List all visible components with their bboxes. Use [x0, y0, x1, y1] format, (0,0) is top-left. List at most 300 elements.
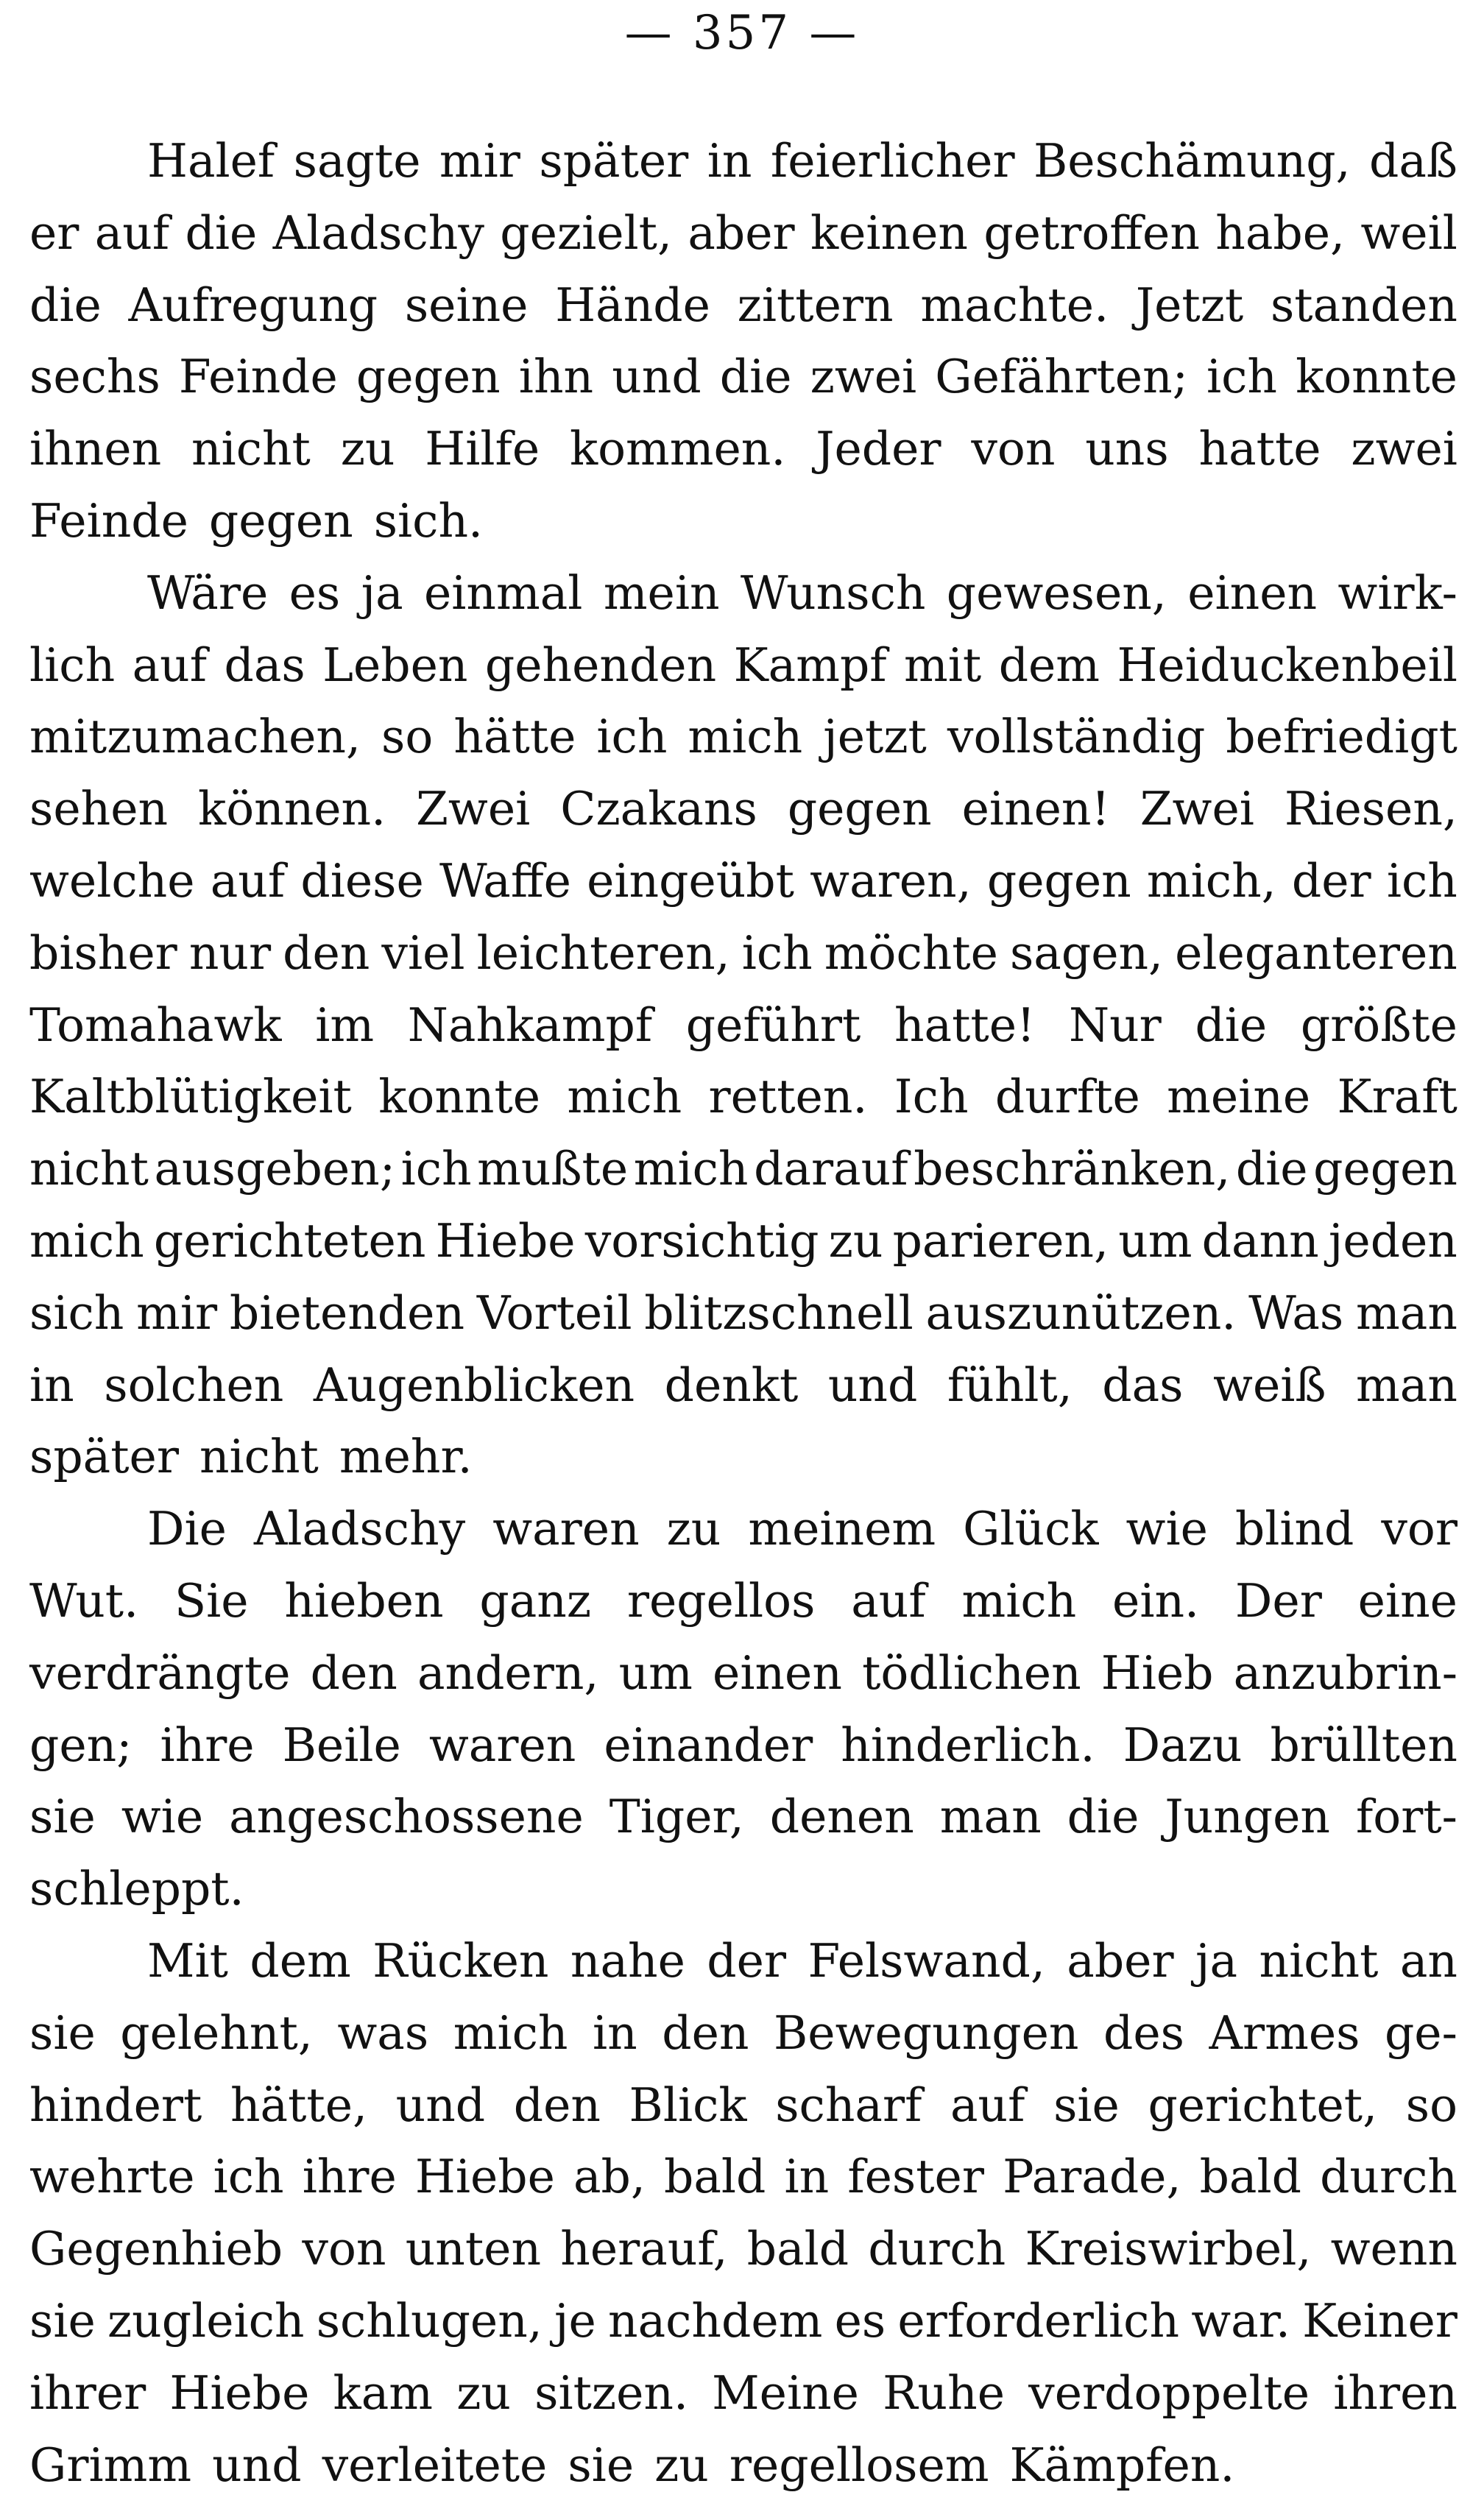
word: auf — [94, 205, 170, 260]
word: die — [1235, 1142, 1308, 1196]
word: gewesen, — [946, 565, 1167, 620]
word: scharf — [775, 2078, 922, 2132]
word: ihnen — [29, 422, 162, 476]
word: andern, — [417, 1645, 599, 1700]
word: denen — [769, 1790, 914, 1844]
paragraph — [29, 1925, 1458, 2501]
word: Glück — [963, 1502, 1099, 1556]
word: Aladschy — [253, 1502, 466, 1556]
text-line — [29, 1205, 1458, 1277]
word: der — [1291, 853, 1371, 908]
word: Kraft — [1337, 1070, 1458, 1124]
word: ihre — [302, 2150, 397, 2204]
word: bisher — [29, 925, 177, 980]
word: regellos — [626, 1573, 816, 1628]
text-line — [29, 1997, 1458, 2069]
word: nahe — [570, 1933, 685, 1988]
word: auf — [851, 1573, 926, 1628]
word: regellosem — [729, 2438, 989, 2492]
word: Der — [1234, 1573, 1322, 1628]
word: aber — [688, 205, 795, 260]
word: Kreiswirbel, — [1025, 2222, 1312, 2276]
word: verleitete — [322, 2438, 548, 2492]
word: gezielt, — [500, 205, 672, 260]
word: das — [1102, 1358, 1184, 1412]
word: mich, — [1146, 853, 1276, 908]
word: kommen. — [569, 422, 786, 476]
text-line — [29, 341, 1458, 413]
word: ich — [596, 710, 668, 764]
word: Bewegungen — [774, 2005, 1079, 2060]
word: daß — [1369, 134, 1458, 188]
text-line — [29, 989, 1458, 1062]
word: Mit — [147, 1933, 228, 1988]
word: fühlt, — [947, 1358, 1073, 1412]
word: nachdem — [608, 2293, 823, 2348]
word: Tomahawk — [29, 998, 282, 1052]
word: zugleich — [107, 2293, 305, 2348]
text-line — [29, 1277, 1458, 1349]
word: Zwei — [416, 782, 531, 836]
word: zwei — [1351, 422, 1458, 476]
page-number: — 357 — — [624, 6, 860, 60]
word: zwei — [810, 350, 917, 404]
word: dem — [998, 638, 1100, 692]
word: verdoppelte — [1028, 2365, 1310, 2420]
word: Gegenhieb — [29, 2222, 283, 2276]
word: Ich — [894, 1070, 969, 1124]
word: Dazu — [1123, 1718, 1243, 1772]
word: gelehnt, — [120, 2005, 313, 2060]
word: und — [212, 2438, 302, 2492]
text-line — [29, 1709, 1458, 1782]
text-line — [29, 629, 1458, 702]
word: Tiger, — [609, 1790, 744, 1844]
text-line — [29, 1925, 1458, 1997]
text-line — [29, 773, 1458, 845]
word: Hände — [555, 278, 710, 332]
word: in — [29, 1358, 74, 1412]
word: mich — [633, 1142, 749, 1196]
word: eingeübt — [587, 853, 794, 908]
word: Jetzt — [1135, 278, 1244, 332]
word: fester — [847, 2150, 984, 2204]
word: hinderlich. — [841, 1718, 1095, 1772]
word: hindert — [29, 2078, 202, 2132]
word: sie — [29, 2293, 96, 2348]
text-line — [29, 845, 1458, 917]
word: wie — [1126, 1502, 1208, 1556]
word: bald — [1199, 2150, 1301, 2204]
word: hieben — [284, 1573, 444, 1628]
word: ab, — [573, 2150, 646, 2204]
word: später — [29, 1430, 179, 1484]
text-line — [29, 1061, 1458, 1133]
word: zu — [666, 1502, 721, 1556]
text-line — [29, 2069, 1458, 2142]
word: mehr. — [339, 1430, 473, 1484]
word: unten — [405, 2222, 542, 2276]
word: nicht — [199, 1430, 319, 1484]
word: in — [593, 2005, 637, 2060]
word: man — [1356, 1285, 1458, 1340]
word: den — [662, 2005, 749, 2060]
word: Nahkampf — [407, 998, 653, 1052]
word: war. — [1191, 2293, 1290, 2348]
word: hatte! — [894, 998, 1036, 1052]
text-line — [29, 2285, 1458, 2357]
word: gegen — [356, 350, 501, 404]
paragraph — [29, 125, 1458, 557]
text-line — [29, 1133, 1458, 1205]
word: möchte — [824, 925, 998, 980]
word: von — [971, 422, 1056, 476]
word: getroffen — [983, 205, 1200, 260]
word: sich — [29, 1285, 124, 1340]
word: seine — [404, 278, 529, 332]
word: einander — [604, 1718, 813, 1772]
word: weil — [1360, 205, 1458, 260]
word: ihre — [160, 1718, 255, 1772]
text-line — [29, 1637, 1458, 1709]
word: zu — [654, 2438, 709, 2492]
word: die — [185, 205, 258, 260]
word: gegen — [208, 493, 353, 548]
word: ihren — [1333, 2365, 1458, 2420]
word: Hiebe — [169, 2365, 310, 2420]
word: herauf, — [560, 2222, 728, 2276]
word: eleganteren — [1175, 925, 1458, 980]
word: Parade, — [1003, 2150, 1181, 2204]
word: auf — [950, 2078, 1025, 2132]
word: solchen — [104, 1358, 284, 1412]
word: ausgeben; — [154, 1142, 395, 1196]
word: so — [1405, 2078, 1458, 2132]
word: schlugen, — [316, 2293, 543, 2348]
word: Vorteil — [476, 1285, 632, 1340]
word: sitzen. — [534, 2365, 688, 2420]
word: wie — [121, 1790, 204, 1844]
word: zittern — [737, 278, 894, 332]
body-text — [29, 125, 1458, 2501]
word: Czakans — [560, 782, 757, 836]
word: den — [283, 925, 370, 980]
word: konnte — [1296, 350, 1458, 404]
text-line — [29, 485, 1458, 557]
word: der — [707, 1933, 787, 1988]
word: Kämpfen. — [1009, 2438, 1235, 2492]
word: hatte — [1198, 422, 1321, 476]
word: Hiebe — [414, 2150, 555, 2204]
word: parieren, — [892, 1213, 1109, 1268]
text-line — [29, 1493, 1458, 1565]
word: konnte — [378, 1070, 541, 1124]
word: viel — [381, 925, 465, 980]
word: ja — [361, 565, 403, 620]
word: diese — [300, 853, 424, 908]
word: ihn — [518, 350, 594, 404]
word: können. — [198, 782, 386, 836]
word: beschränken, — [914, 1142, 1231, 1196]
word: um — [618, 1645, 693, 1700]
word: Blick — [629, 2078, 747, 2132]
word: jeden — [1328, 1213, 1458, 1268]
word: zu — [340, 422, 395, 476]
word: mich — [29, 1213, 144, 1268]
word: zu — [828, 1213, 883, 1268]
word: ich — [1386, 853, 1458, 908]
word: fort- — [1355, 1790, 1458, 1844]
word: durch — [1320, 2150, 1458, 2204]
word: die — [719, 350, 792, 404]
word: gegen — [986, 853, 1131, 908]
word: mich — [688, 710, 803, 764]
word: Kaltblütigkeit — [29, 1070, 352, 1124]
word: mich — [961, 1573, 1077, 1628]
word: nicht — [29, 1142, 149, 1196]
word: Leben — [322, 638, 468, 692]
word: und — [827, 1358, 918, 1412]
text-line — [29, 1781, 1458, 1853]
word: tödlichen — [862, 1645, 1081, 1700]
word: Waffe — [439, 853, 571, 908]
word: größte — [1300, 998, 1458, 1052]
word: bald — [746, 2222, 849, 2276]
word: schleppt. — [29, 1862, 244, 1916]
word: er — [29, 205, 80, 260]
word: hätte — [453, 710, 576, 764]
word: kam — [333, 2365, 434, 2420]
word: man — [939, 1790, 1042, 1844]
word: des — [1103, 2005, 1184, 2060]
word: sie — [29, 2005, 96, 2060]
word: Beschämung, — [1034, 134, 1351, 188]
word: Rücken — [372, 1933, 549, 1988]
word: Was — [1248, 1285, 1344, 1340]
word: durch — [868, 2222, 1006, 2276]
word: Ruhe — [883, 2365, 1005, 2420]
word: blitzschnell — [644, 1285, 914, 1340]
word: es — [834, 2293, 886, 2348]
word: einen — [1187, 565, 1318, 620]
word: nicht — [1259, 1933, 1379, 1988]
word: sie — [568, 2438, 635, 2492]
word: ihrer — [29, 2365, 146, 2420]
text-line — [29, 2213, 1458, 2285]
word: Jeder — [816, 422, 941, 476]
word: einen — [713, 1645, 842, 1700]
word: brüllten — [1270, 1718, 1458, 1772]
text-line — [29, 1853, 1458, 1925]
word: und — [612, 350, 702, 404]
word: denkt — [664, 1358, 799, 1412]
word: Feinde — [29, 493, 188, 548]
word: später — [539, 134, 689, 188]
word: ge- — [1384, 2005, 1458, 2060]
word: in — [784, 2150, 830, 2204]
word: und — [395, 2078, 486, 2132]
word: Armes — [1209, 2005, 1360, 2060]
word: vor — [1381, 1502, 1458, 1556]
word: standen — [1270, 278, 1458, 332]
word: Wut. — [29, 1573, 139, 1628]
word: wenn — [1330, 2222, 1458, 2276]
word: durfte — [994, 1070, 1140, 1124]
word: wirk- — [1338, 565, 1458, 620]
word: ich — [1206, 350, 1277, 404]
word: mir — [136, 1285, 218, 1340]
word: Zwei — [1140, 782, 1254, 836]
word: Aladschy — [272, 205, 484, 260]
word: sehen — [29, 782, 169, 836]
word: sagen, — [1009, 925, 1164, 980]
word: mit — [904, 638, 982, 692]
word: auszunützen. — [925, 1285, 1237, 1340]
word: in — [707, 134, 752, 188]
word: keinen — [810, 205, 968, 260]
word: meine — [1167, 1070, 1311, 1124]
word: weiß — [1213, 1358, 1326, 1412]
paragraph — [29, 557, 1458, 1493]
word: auf — [210, 853, 286, 908]
word: anzubrin- — [1233, 1645, 1458, 1700]
word: Grimm — [29, 2438, 192, 2492]
word: befriedigt — [1226, 710, 1458, 764]
word: Nur — [1068, 998, 1162, 1052]
word: retten. — [708, 1070, 868, 1124]
text-line — [29, 1421, 1458, 1493]
word: Jungen — [1165, 1790, 1330, 1844]
word: machte. — [920, 278, 1109, 332]
word: nur — [188, 925, 272, 980]
word: mir — [439, 134, 520, 188]
word: von — [302, 2222, 386, 2276]
word: gerichteten — [153, 1213, 426, 1268]
word: gerichtet, — [1148, 2078, 1378, 2132]
text-line — [29, 1565, 1458, 1637]
word: nicht — [191, 422, 311, 476]
text-line — [29, 2429, 1458, 2502]
word: Die — [147, 1502, 227, 1556]
word: Hilfe — [425, 422, 540, 476]
word: den — [513, 2078, 601, 2132]
word: Meine — [712, 2365, 859, 2420]
word: Sie — [174, 1573, 249, 1628]
word: einen! — [961, 782, 1110, 836]
text-line — [29, 125, 1458, 197]
word: darauf — [754, 1142, 908, 1196]
text-line — [29, 2357, 1458, 2429]
word: die — [1195, 998, 1268, 1052]
word: sie — [1053, 2078, 1120, 2132]
text-line — [29, 2141, 1458, 2213]
word: je — [554, 2293, 596, 2348]
word: verdrängte — [29, 1645, 291, 1700]
text-line — [29, 1349, 1458, 1422]
word: angeschossene — [229, 1790, 584, 1844]
text-line — [29, 557, 1458, 629]
word: man — [1356, 1358, 1458, 1412]
word: bald — [664, 2150, 766, 2204]
word: zu — [456, 2365, 511, 2420]
word: den — [310, 1645, 398, 1700]
word: was — [337, 2005, 429, 2060]
word: um — [1118, 1213, 1192, 1268]
word: gehenden — [484, 638, 717, 692]
word: sagte — [293, 134, 421, 188]
word: das — [224, 638, 305, 692]
text-line — [29, 269, 1458, 342]
word: gen; — [29, 1718, 132, 1772]
word: vollständig — [947, 710, 1206, 764]
word: gegen — [1313, 1142, 1458, 1196]
word: Kampf — [733, 638, 887, 692]
word: Halef — [147, 134, 275, 188]
word: erforderlich — [897, 2293, 1180, 2348]
paragraph — [29, 1493, 1458, 1925]
word: mein — [603, 565, 720, 620]
word: Wunsch — [740, 565, 926, 620]
word: Hiebe — [435, 1213, 576, 1268]
word: einmal — [424, 565, 583, 620]
word: Heiduckenbeil — [1117, 638, 1458, 692]
word: meinem — [748, 1502, 936, 1556]
word: sie — [29, 1790, 96, 1844]
word: ich — [741, 925, 813, 980]
word: mitzumachen, — [29, 710, 361, 764]
word: Wäre — [147, 565, 269, 620]
word: blind — [1234, 1502, 1354, 1556]
word: auf — [132, 638, 208, 692]
word: ja — [1195, 1933, 1238, 1988]
text-line — [29, 197, 1458, 269]
word: mußte — [477, 1142, 629, 1196]
word: mich — [567, 1070, 682, 1124]
word: feierlicher — [770, 134, 1015, 188]
word: Beile — [282, 1718, 401, 1772]
word: lich — [29, 638, 116, 692]
word: im — [315, 998, 375, 1052]
text-line — [29, 917, 1458, 989]
word: mich — [453, 2005, 568, 2060]
word: hätte, — [230, 2078, 368, 2132]
word: es — [289, 565, 341, 620]
word: ein. — [1112, 1573, 1200, 1628]
word: bietenden — [229, 1285, 465, 1340]
word: leichteren, — [476, 925, 730, 980]
word: habe, — [1215, 205, 1346, 260]
word: dem — [250, 1933, 351, 1988]
text-line — [29, 413, 1458, 485]
word: jetzt — [823, 710, 927, 764]
word: gegen — [787, 782, 932, 836]
word: Augenblicken — [313, 1358, 635, 1412]
word: Felswand, — [808, 1933, 1045, 1988]
word: Riesen, — [1284, 782, 1458, 836]
word: waren — [492, 1502, 640, 1556]
word: Keiner — [1302, 2293, 1458, 2348]
word: Gefährten; — [935, 350, 1188, 404]
word: eine — [1357, 1573, 1458, 1628]
word: welche — [29, 853, 195, 908]
word: die — [29, 278, 102, 332]
word: ich — [400, 1142, 472, 1196]
word: die — [1067, 1790, 1140, 1844]
word: ich — [213, 2150, 284, 2204]
word: so — [381, 710, 434, 764]
word: Aufregung — [128, 278, 378, 332]
word: waren — [428, 1718, 576, 1772]
